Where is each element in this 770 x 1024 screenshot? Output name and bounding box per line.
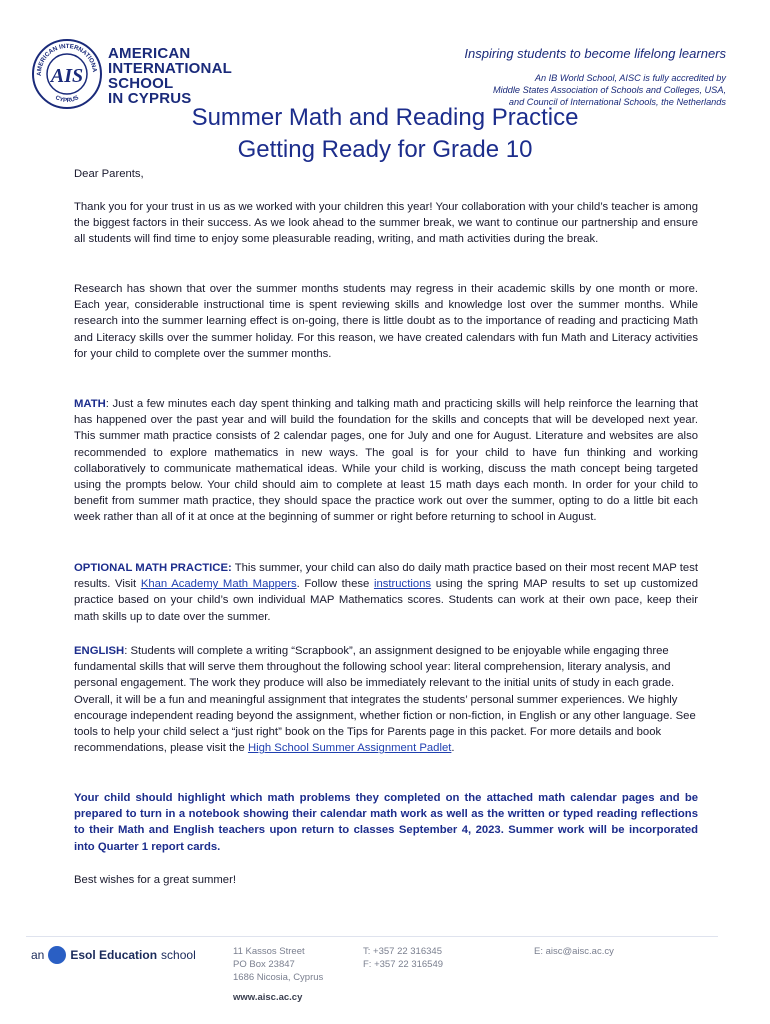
- closing: Best wishes for a great summer!: [74, 874, 236, 886]
- document-title: Summer Math and Reading Practice: [191, 104, 579, 131]
- research-paragraph: Research has shown that over the summer months students may regress in their academic skills by one month or more. Each year, considerable instructional time is spent reviewing skills and knowledge lost over the summer months. While research into the summer learning effect is on-going, there is little doubt as to the importance of reading and practicing Math and Literacy skills over the summer holiday. For this reason, we have created calendars with fun Math and Literacy activities for your child to complete over the summer months.: [74, 283, 698, 360]
- intro-paragraph: Thank you for your trust in us as we worked with your children this year! Your collaboration with your child’s teacher is among the biggest factors in their success. As we look ahead to the summer break, we want to continue our partnership and ensure all students will find time to enjoy some pleasurable reading, writing, and math activities during the break.: [74, 201, 698, 246]
- svg-text:AIS: AIS: [50, 65, 84, 87]
- optional-math-label: OPTIONAL MATH PRACTICE:: [74, 562, 232, 574]
- address-line: 11 Kassos Street: [233, 946, 305, 957]
- address-line: PO Box 23847: [233, 959, 295, 970]
- footer-divider: [26, 936, 718, 937]
- tagline: Inspiring students to become lifelong learners: [464, 46, 726, 61]
- optional-math-text: using the spring MAP results to set up customized practice based on your child’s own individual MAP Mathematics scores. Students can work at their own pace, keep their math skills up to date over the summer.: [74, 578, 698, 623]
- english-paragraph: [74, 643, 698, 756]
- accreditation-line: An IB World School, AISC is fully accredited by: [534, 73, 726, 83]
- math-paragraph: [74, 396, 698, 526]
- footer-address: [233, 945, 323, 984]
- accreditation-line: and Council of International Schools, the Netherlands: [508, 97, 726, 107]
- seal-arc-bottom-text: CYPRUS: [54, 95, 80, 105]
- highlight-instructions: Your child should highlight which math problems they completed on the attached math calendar pages and be prepared to turn in a notebook showing their calendar math work as well as the written or typed reading reflections to their Math and English teachers upon return to classes September 4, 2023. Summer work will be incorporated into Quarter 1 report cards.: [74, 792, 698, 853]
- accreditation-line: Middle States Association of Schools and Colleges, USA,: [492, 85, 726, 95]
- school-name: [108, 46, 232, 106]
- brand-name: Esol Education: [70, 948, 158, 962]
- optional-math-text: . Follow these: [296, 578, 374, 591]
- phone-line: F: +357 22 316549: [363, 959, 444, 970]
- math-text: : Just a few minutes each day spent thinking and talking math and practicing skills will help reinforce the learning that has happened over the past year and will build the foundation for the skills and concepts that will be developed next year. This summer math practice consists of 2 calendar pages, one for July and one for August. Literature and websites are also recommended to explore mathematics in new ways. The goal is for your child to have fun thinking and working collaboratively to communicate mathematical ideas. While your child is working, discuss the math concept being targeted using the prompts below. Your child should aim to complete at least 15 math days each month. In order for your child to benefit from summer math practice, they should space the practice work out over the summer, opting to do a little bit each week rather than all of it at once at the beginning of summer or right before returning to school in August.: [74, 398, 698, 524]
- math-label: MATH: [74, 398, 106, 410]
- footer-email: E: aisc@aisc.ac.cy: [534, 946, 614, 957]
- seal-arc-top-text: AMERICAN INTERNATIONA: [35, 42, 98, 77]
- optional-math-paragraph: [74, 560, 698, 625]
- school-name-line: SCHOOL: [108, 75, 174, 92]
- school-name-line: IN CYPRUS: [108, 90, 192, 107]
- brand-prefix: an: [31, 948, 45, 962]
- school-name-line: INTERNATIONAL: [108, 60, 232, 77]
- english-text: : Students will complete a writing “Scrapbook”, an assignment designed to be enjoyable while engaging three fundamental skills that will serve them throughout the following school year: literal comprehension, literary analysis, and personal engagement. The work they produce will also be immediately relevant to the initial units of study in each grade. Overall, it will be a fun and meaningful assignment that integrates the students’ personal summer experiences. We highly encourage independent reading beyond the assignment, whether fiction or non-fiction, in English or any other language. See tools to help your child select a “just right” book on the Tips for Parents page in this packet. For more details and book recommendations, please visit the: [74, 645, 696, 755]
- optional-math-text: This summer, your child can also do daily math practice based on their most recent MAP test results. Visit: [74, 562, 698, 591]
- padlet-link[interactable]: High School Summer Assignment Padlet: [247, 742, 452, 755]
- footer-phones: [363, 945, 443, 971]
- khan-academy-link[interactable]: Khan Academy Math Mappers: [140, 578, 297, 591]
- footer-website: www.aisc.ac.cy: [233, 992, 303, 1003]
- school-seal-logo: [31, 38, 103, 110]
- greeting: Dear Parents,: [74, 168, 144, 180]
- brand-suffix: school: [161, 948, 196, 962]
- phone-line: T: +357 22 316345: [363, 946, 442, 957]
- english-label: ENGLISH: [74, 645, 125, 657]
- school-name-line: AMERICAN: [108, 45, 191, 62]
- esol-brand: [31, 946, 196, 964]
- document-subtitle: Getting Ready for Grade 10: [237, 136, 533, 163]
- instructions-link[interactable]: instructions: [373, 578, 432, 591]
- esol-logo-icon: [48, 946, 66, 964]
- english-text: .: [451, 742, 455, 755]
- address-line: 1686 Nicosia, Cyprus: [233, 972, 324, 983]
